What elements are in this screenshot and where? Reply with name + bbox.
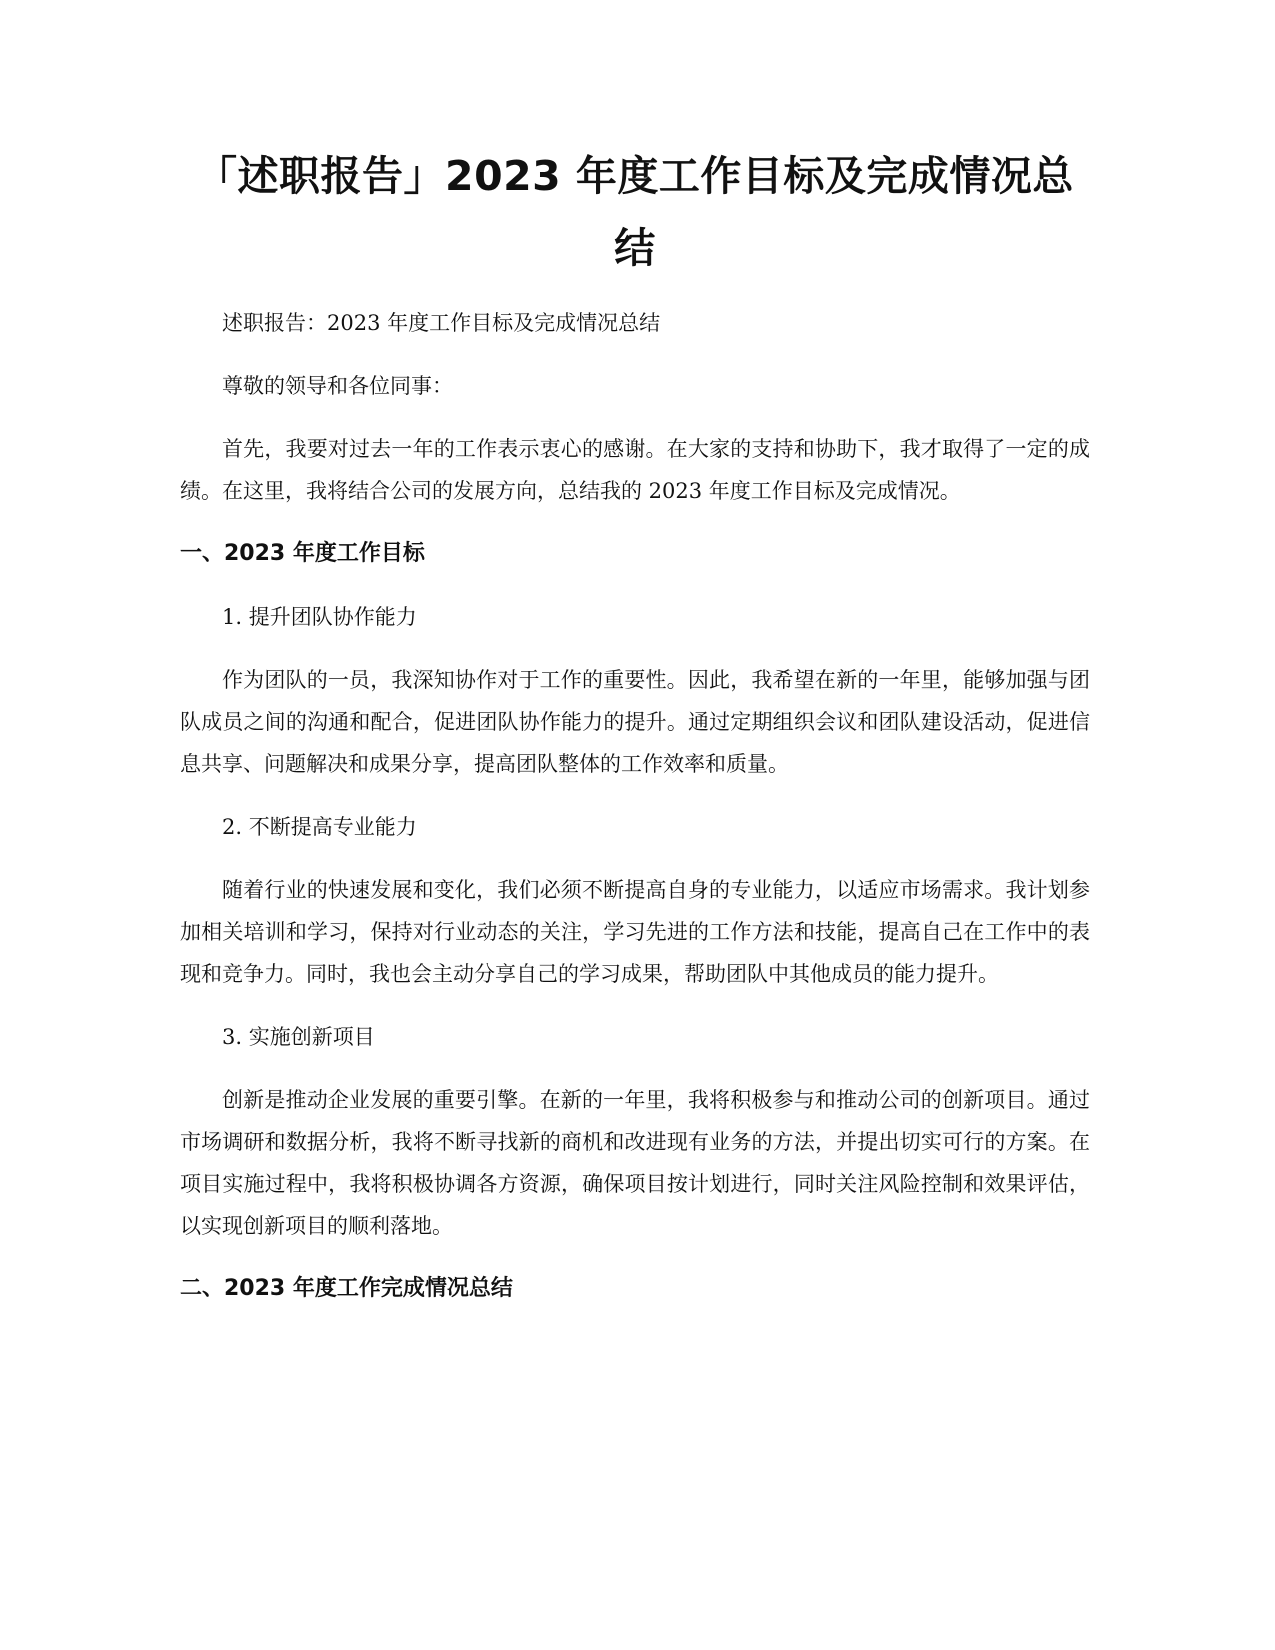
- section-heading-goals: 一、2023 年度工作目标: [180, 541, 425, 566]
- goal-3-title: 3. 实施创新项目: [222, 1025, 375, 1049]
- section-heading-summary: 二、2023 年度工作完成情况总结: [180, 1276, 513, 1301]
- report-subtitle: 述职报告：2023 年度工作目标及完成情况总结: [222, 311, 661, 335]
- goal-2-paragraph: 随着行业的快速发展和变化，我们必须不断提高自身的专业能力，以适应市场需求。我计划参加相关培训和学习，保持对行业动态的关注，学习先进的工作方法和技能，提高自己在工作中的表现和竞争力。同时，我也会主动分享自己的学习成果，帮助团队中其他成员的能力提升。: [180, 878, 1090, 986]
- goal-1-title: 1. 提升团队协作能力: [222, 605, 417, 629]
- intro-paragraph: 首先，我要对过去一年的工作表示衷心的感谢。在大家的支持和协助下，我才取得了一定的成绩。在这里，我将结合公司的发展方向，总结我的 2023 年度工作目标及完成情况。: [180, 437, 1090, 503]
- document-page: [180, 140, 1090, 1331]
- document-title: 「述职报告」2023 年度工作目标及完成情况总结: [196, 152, 1074, 272]
- goal-2-title: 2. 不断提高专业能力: [222, 815, 417, 839]
- goal-1-paragraph: 作为团队的一员，我深知协作对于工作的重要性。因此，我希望在新的一年里，能够加强与团队成员之间的沟通和配合，促进团队协作能力的提升。通过定期组织会议和团队建设活动，促进信息共享、问题解决和成果分享，提高团队整体的工作效率和质量。: [180, 668, 1090, 776]
- goal-3-paragraph: 创新是推动企业发展的重要引擎。在新的一年里，我将积极参与和推动公司的创新项目。通过市场调研和数据分析，我将不断寻找新的商机和改进现有业务的方法，并提出切实可行的方案。在项目实施过程中，我将积极协调各方资源，确保项目按计划进行，同时关注风险控制和效果评估，以实现创新项目的顺利落地。: [180, 1088, 1090, 1238]
- salutation: 尊敬的领导和各位同事：: [222, 374, 453, 398]
